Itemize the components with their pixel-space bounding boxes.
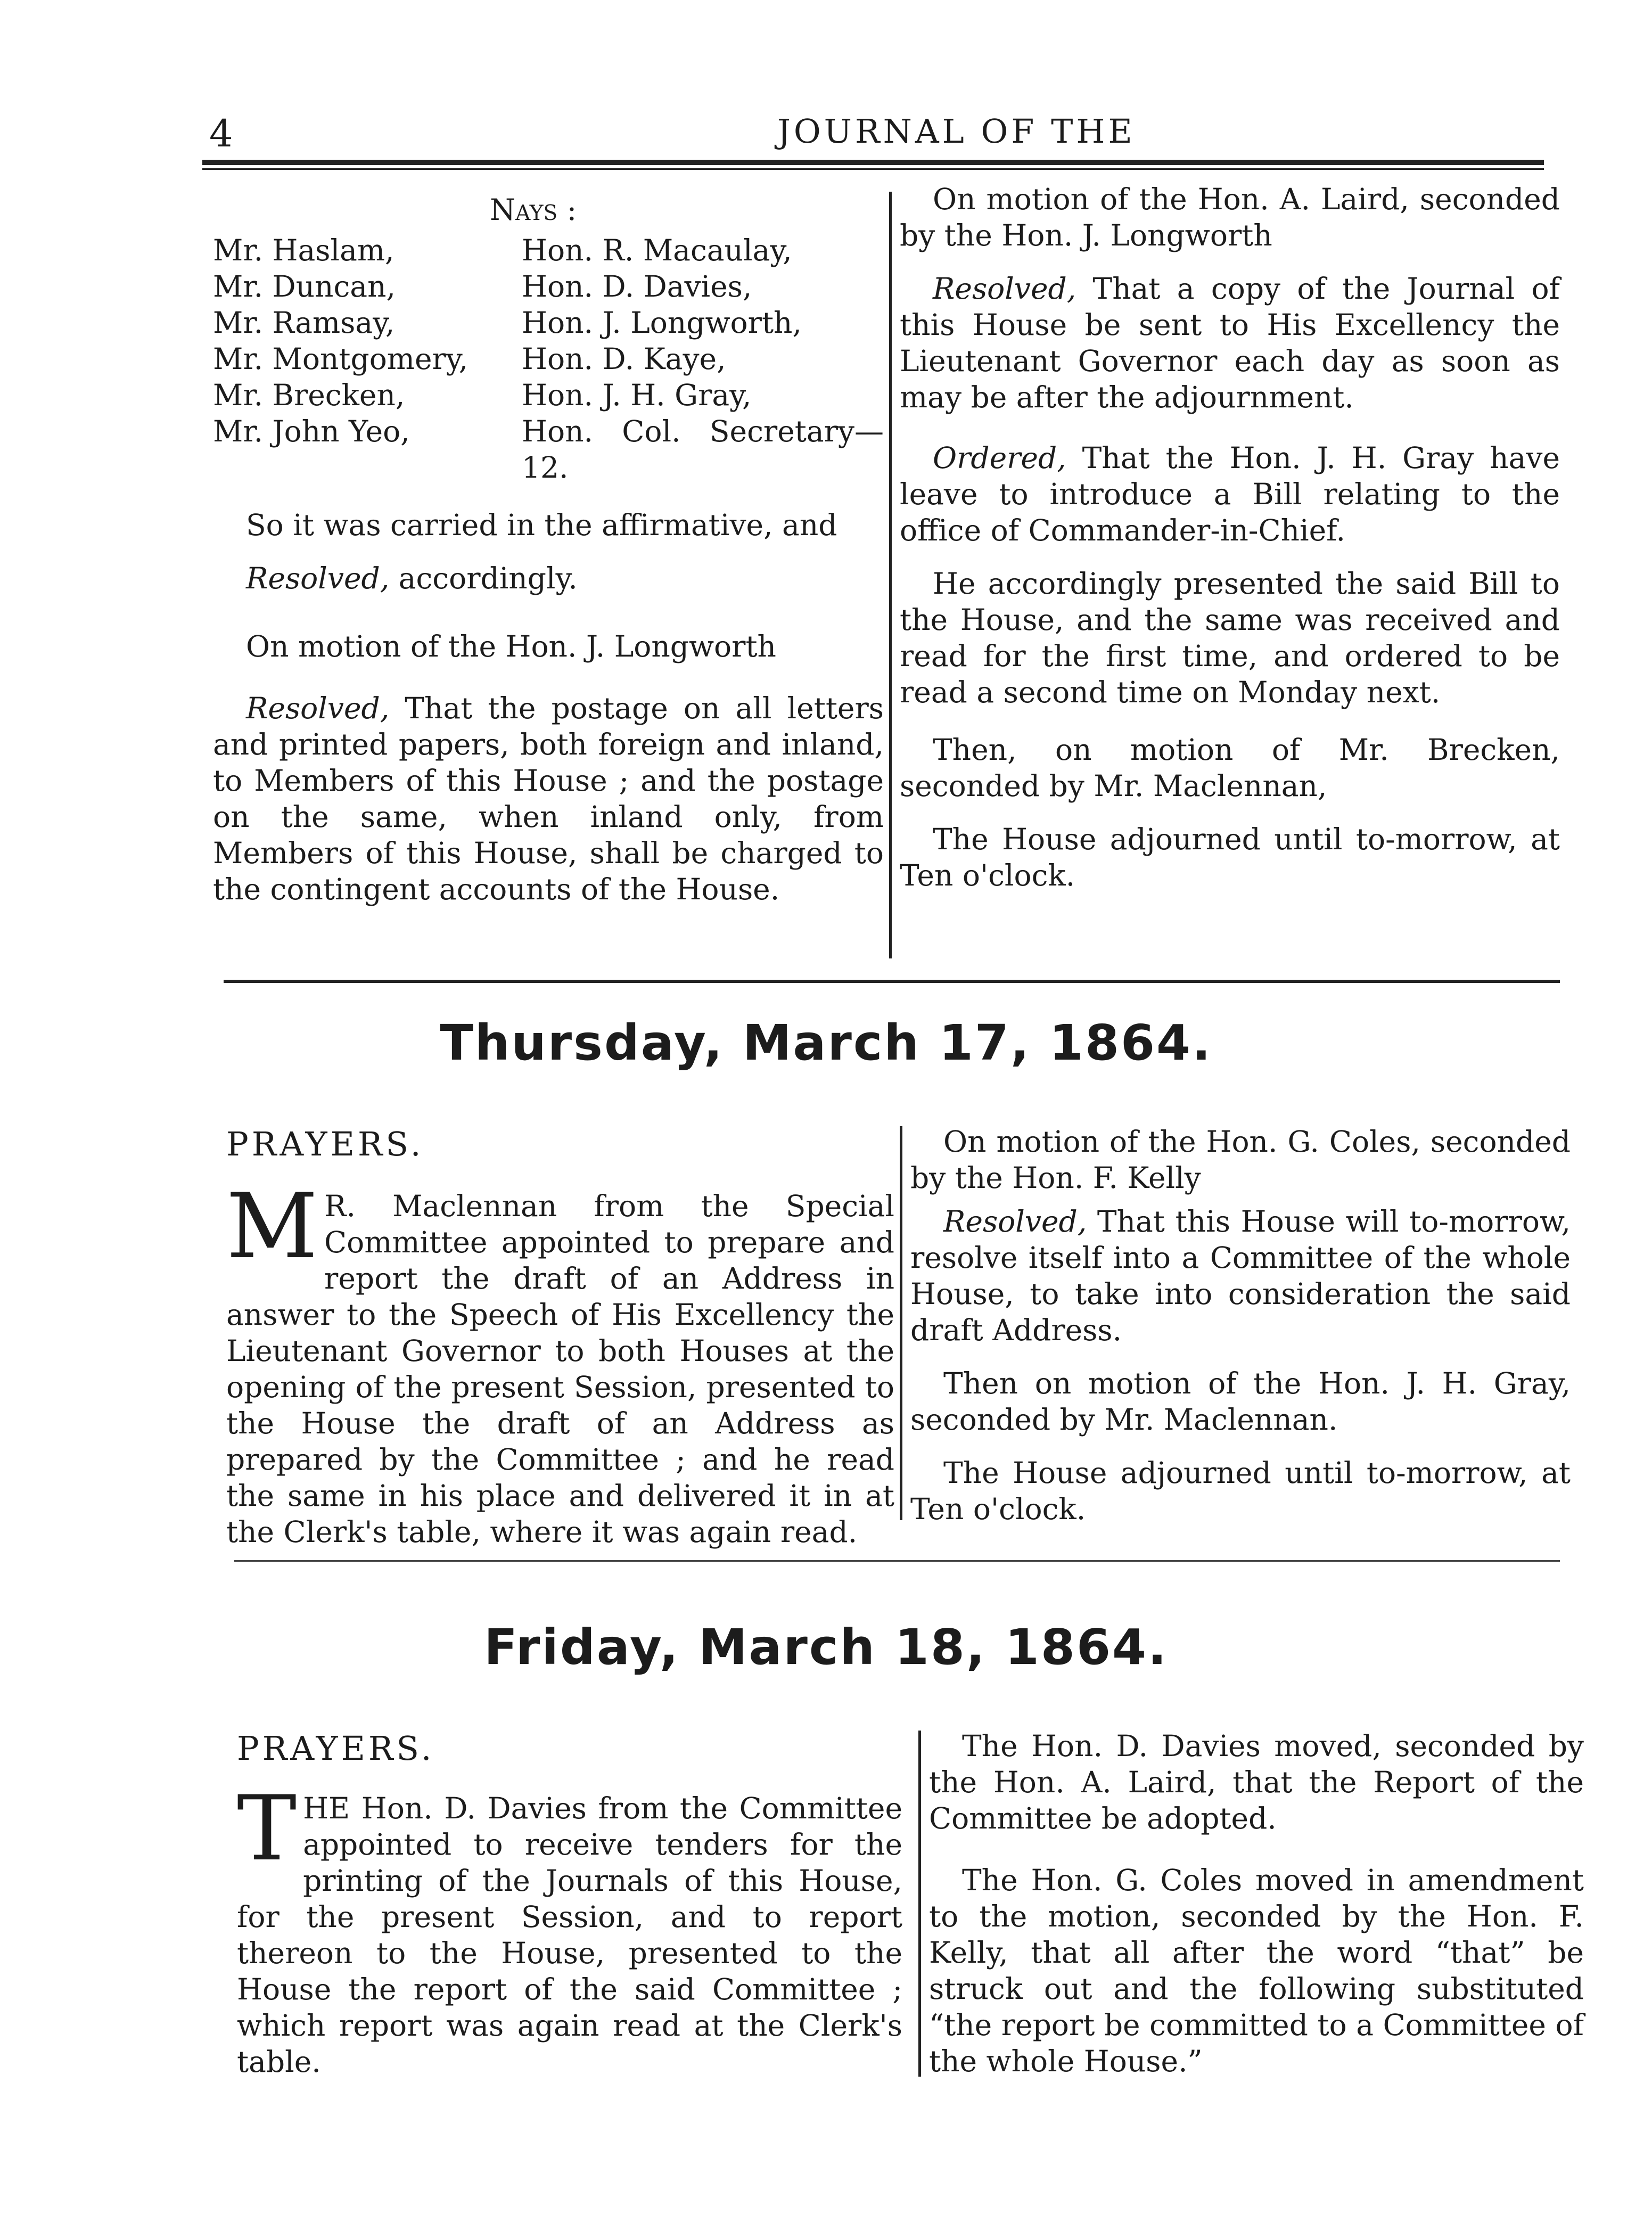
dropcap: T	[237, 1776, 297, 1881]
maclennan-report: M R. Maclennan from the Special Committee appointed to prepare and report the draft of an Address in answer to the Speech of His Excellency the Lieutenant Governor to both Houses at the opening of the present Session, presented to the House the draft of an Address as prepared by the Committee ; and he read the same in his place and delivered it in at the Clerk's table, where it was again read.	[226, 1174, 894, 1549]
dropcap: M	[226, 1174, 318, 1278]
then-motion-gray: Then on motion of the Hon. J. H. Gray, seconded by Mr. Maclennan.	[910, 1366, 1571, 1437]
then-motion-brecken: Then, on motion of Mr. Brecken, seconded by Mr. Maclennan,	[900, 733, 1560, 803]
nay-member: Hon. J. H. Gray,	[522, 378, 752, 412]
column-divider	[918, 1731, 921, 2077]
running-title: JOURNAL OF THE	[777, 112, 1136, 151]
section-rule	[234, 1560, 1560, 1562]
nay-member: Hon. R. Macaulay,	[522, 233, 792, 267]
heading-friday: Friday, March 18, 1864.	[484, 1619, 1168, 1676]
column-divider	[900, 1126, 902, 1520]
nays-heading: Nays :	[490, 193, 577, 227]
nay-member: Mr. Duncan,	[213, 269, 396, 304]
heading-thursday: Thursday, March 17, 1864.	[440, 1014, 1212, 1071]
column-divider	[889, 192, 892, 958]
nay-member: Hon. J. Longworth,	[522, 306, 802, 340]
davies-report: THE Hon. D. Davies from the Committee appointed to receive tenders for the printing of the Journals of this House, for the present Session, and to report thereon to the House, presented to the House the report of the said Committee ; which report was again read at the Clerk's table.	[237, 1776, 902, 2079]
carried-text: So it was carried in the affirmative, and	[246, 508, 837, 542]
header-rule	[202, 160, 1544, 165]
resolved-accordingly: Resolved, accordingly.	[246, 561, 578, 595]
motion-laird: On motion of the Hon. A. Laird, seconded by the Hon. J. Longworth	[900, 182, 1560, 252]
section1-right-column	[900, 181, 1560, 893]
header-rule-thin	[202, 168, 1544, 170]
section1-left-column	[213, 192, 884, 907]
journal-resolution: Resolved, That a copy of the Journal of this House be sent to His Excellency the Lieutenant Governor each day as soon as may be after the adjournment.	[900, 272, 1560, 414]
section-rule	[224, 980, 1560, 983]
nay-member: Mr. John Yeo,	[213, 414, 410, 448]
adjourn-1: The House adjourned until to-morrow, at Ten o'clock.	[900, 822, 1560, 892]
nay-member: Mr. Ramsay,	[213, 306, 395, 340]
section2-right-column	[910, 1124, 1571, 1527]
postage-resolution: Resolved, That the postage on all letters and printed papers, both foreign and inland, to Members of this House ; and the postage on the same, when inland only, from Members of this House, shall be charged to the contingent accounts of the House.	[213, 691, 884, 906]
section3-right-column	[929, 1728, 1584, 2079]
bill-presented: He accordingly presented the said Bill to the House, and the same was received and read for the first time, and ordered to be read a second time on Monday next.	[900, 567, 1560, 709]
nay-member: Hon. D. Kaye,	[522, 342, 726, 376]
nay-member: Hon. D. Davies,	[522, 269, 752, 304]
section2-left-column	[226, 1126, 894, 1550]
nays-list	[213, 232, 884, 486]
motion-longworth: On motion of the Hon. J. Longworth	[246, 629, 776, 663]
adjourn-2: The House adjourned until to-morrow, at Ten o'clock.	[910, 1456, 1571, 1526]
nay-member: Mr. Montgomery,	[213, 342, 469, 376]
coles-amendment: The Hon. G. Coles moved in amendment to the motion, seconded by the Hon. F. Kelly, that all after the word “that” be struck out and the following substituted “the report be committed to a Committee of the whole House.”	[929, 1863, 1584, 2078]
davies-motion: The Hon. D. Davies moved, seconded by the Hon. A. Laird, that the Report of the Committee be adopted.	[929, 1729, 1584, 1835]
prayers-heading: PRAYERS.	[237, 1729, 435, 1768]
ordered-gray: Ordered, That the Hon. J. H. Gray have leave to introduce a Bill relating to the office of Commander-in-Chief.	[900, 441, 1560, 547]
page-number: 4	[209, 112, 233, 155]
section3-left-column	[237, 1731, 902, 2080]
motion-coles: On motion of the Hon. G. Coles, seconded by the Hon. F. Kelly	[910, 1125, 1571, 1195]
committee-resolution: Resolved, That this House will to-morrow, resolve itself into a Committee of the whole House, to take into consideration the said draft Address.	[910, 1204, 1571, 1347]
prayers-heading: PRAYERS.	[226, 1125, 424, 1163]
nay-member: Mr. Haslam,	[213, 233, 394, 267]
nay-member: Hon. Col. Secretary—12.	[522, 414, 884, 485]
nay-member: Mr. Brecken,	[213, 378, 405, 412]
